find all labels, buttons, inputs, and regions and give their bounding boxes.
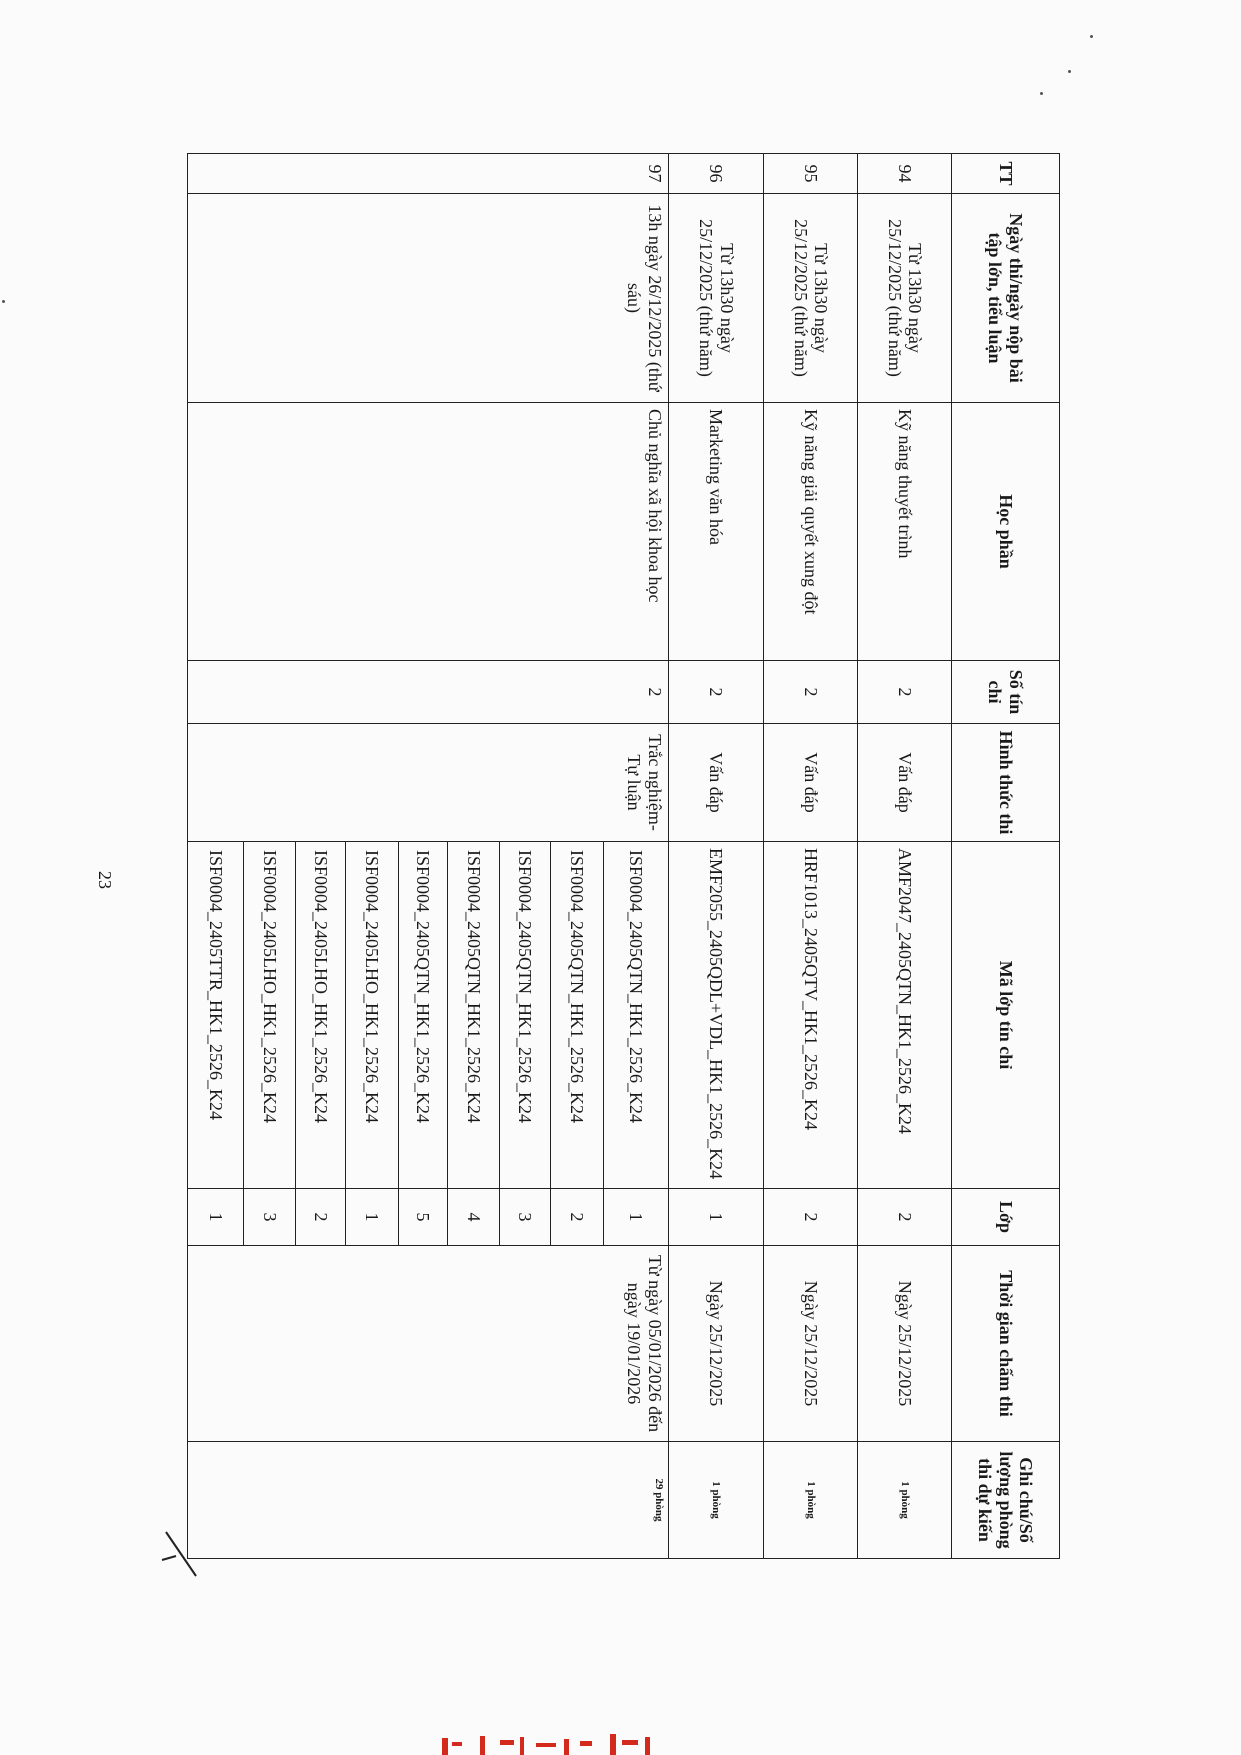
cell-grading: Từ ngày 05/01/2026 đến ngày 19/01/2026 <box>188 1246 669 1442</box>
cell-class-code: EMF2055_2405QDL+VDL_HK1_2526_K24 <box>669 842 764 1189</box>
cell-class: 1 <box>669 1189 764 1246</box>
cell-tt: 97 <box>188 154 669 194</box>
cell-class: 2 <box>296 1189 346 1246</box>
rotated-page-content <box>187 153 1060 1558</box>
cell-class-code: ISF0004_2405LHO_HK1_2526_K24 <box>244 842 296 1189</box>
header-class-code: Mã lớp tín chỉ <box>951 842 1059 1189</box>
cell-class: 1 <box>345 1189 398 1246</box>
cell-course: Marketing văn hóa <box>669 403 764 661</box>
cell-grading: Ngày 25/12/2025 <box>858 1246 952 1442</box>
cell-class-code: AMF2047_2405QTN_HK1_2526_K24 <box>858 842 952 1189</box>
table-row <box>603 154 668 1559</box>
cell-grading: Ngày 25/12/2025 <box>763 1246 858 1442</box>
exam-schedule-table <box>187 153 1060 1559</box>
header-class: Lớp <box>951 1189 1059 1246</box>
header-form: Hình thức thi <box>951 724 1059 842</box>
cell-class-code: ISF0004_2405QTN_HK1_2526_K24 <box>448 842 500 1189</box>
page-number: 23 <box>95 871 115 889</box>
cell-form: Vấn đáp <box>858 724 952 842</box>
cell-note: 1 phòng <box>858 1442 952 1559</box>
cell-date: Từ 13h30 ngày 25/12/2025 (thứ năm) <box>669 194 764 403</box>
scan-speck <box>2 300 5 303</box>
header-tt: TT <box>951 154 1059 194</box>
cell-class-code: ISF0004_2405LHO_HK1_2526_K24 <box>296 842 346 1189</box>
header-course: Học phần <box>951 403 1059 661</box>
cell-class-code: ISF0004_2405QTN_HK1_2526_K24 <box>603 842 668 1189</box>
cell-course: Chủ nghĩa xã hội khoa học <box>188 403 669 661</box>
cell-date: Từ 13h30 ngày 25/12/2025 (thứ năm) <box>763 194 858 403</box>
cell-class-code: ISF0004_2405LHO_HK1_2526_K24 <box>345 842 398 1189</box>
header-note: Ghi chú/Số lượng phòng thi dự kiến <box>951 1442 1059 1559</box>
cell-date: 13h ngày 26/12/2025 (thứ sáu) <box>188 194 669 403</box>
cell-note: 1 phòng <box>763 1442 858 1559</box>
cell-tt: 94 <box>858 154 952 194</box>
cell-class: 5 <box>398 1189 448 1246</box>
cell-class: 3 <box>244 1189 296 1246</box>
cell-class-code: ISF0004_2405QTN_HK1_2526_K24 <box>550 842 603 1189</box>
cell-credits: 2 <box>858 661 952 724</box>
cell-class: 1 <box>188 1189 244 1246</box>
scan-speck <box>1068 70 1071 73</box>
cell-note: 29 phòng <box>188 1442 669 1559</box>
cell-class: 2 <box>550 1189 603 1246</box>
scan-speck <box>1040 92 1043 95</box>
header-grading: Thời gian chấm thi <box>951 1246 1059 1442</box>
table-row <box>763 154 858 1559</box>
cell-class: 3 <box>500 1189 551 1246</box>
header-date: Ngày thi/ngày nộp bài tập lớn, tiểu luận <box>951 194 1059 403</box>
cell-form: Trắc nghiệm-Tự luận <box>188 724 669 842</box>
table-row <box>858 154 952 1559</box>
cell-note: 1 phòng <box>669 1442 764 1559</box>
cell-grading: Ngày 25/12/2025 <box>669 1246 764 1442</box>
cell-date: Từ 13h30 ngày 25/12/2025 (thứ năm) <box>858 194 952 403</box>
cell-class: 2 <box>763 1189 858 1246</box>
scan-speck <box>1090 35 1093 38</box>
cell-credits: 2 <box>188 661 669 724</box>
cell-tt: 96 <box>669 154 764 194</box>
cell-class: 4 <box>448 1189 500 1246</box>
cell-class: 2 <box>858 1189 952 1246</box>
cell-class-code: ISF0004_2405QTN_HK1_2526_K24 <box>500 842 551 1189</box>
table-row <box>669 154 764 1559</box>
header-row <box>951 154 1059 1559</box>
cell-credits: 2 <box>669 661 764 724</box>
cell-course: Kỹ năng giải quyết xung đột <box>763 403 858 661</box>
cell-tt: 95 <box>763 154 858 194</box>
cell-credits: 2 <box>763 661 858 724</box>
cell-class-code: ISF0004_2405TTR_HK1_2526_K24 <box>188 842 244 1189</box>
handwritten-tick-mark <box>160 1530 200 1580</box>
cell-class-code: HRF1013_2405QTV_HK1_2526_K24 <box>763 842 858 1189</box>
cell-course: Kỹ năng thuyết trình <box>858 403 952 661</box>
cell-class: 1 <box>603 1189 668 1246</box>
red-stamp-fragment <box>440 1728 670 1755</box>
cell-form: Vấn đáp <box>669 724 764 842</box>
header-credits: Số tín chỉ <box>951 661 1059 724</box>
cell-form: Vấn đáp <box>763 724 858 842</box>
cell-class-code: ISF0004_2405QTN_HK1_2526_K24 <box>398 842 448 1189</box>
